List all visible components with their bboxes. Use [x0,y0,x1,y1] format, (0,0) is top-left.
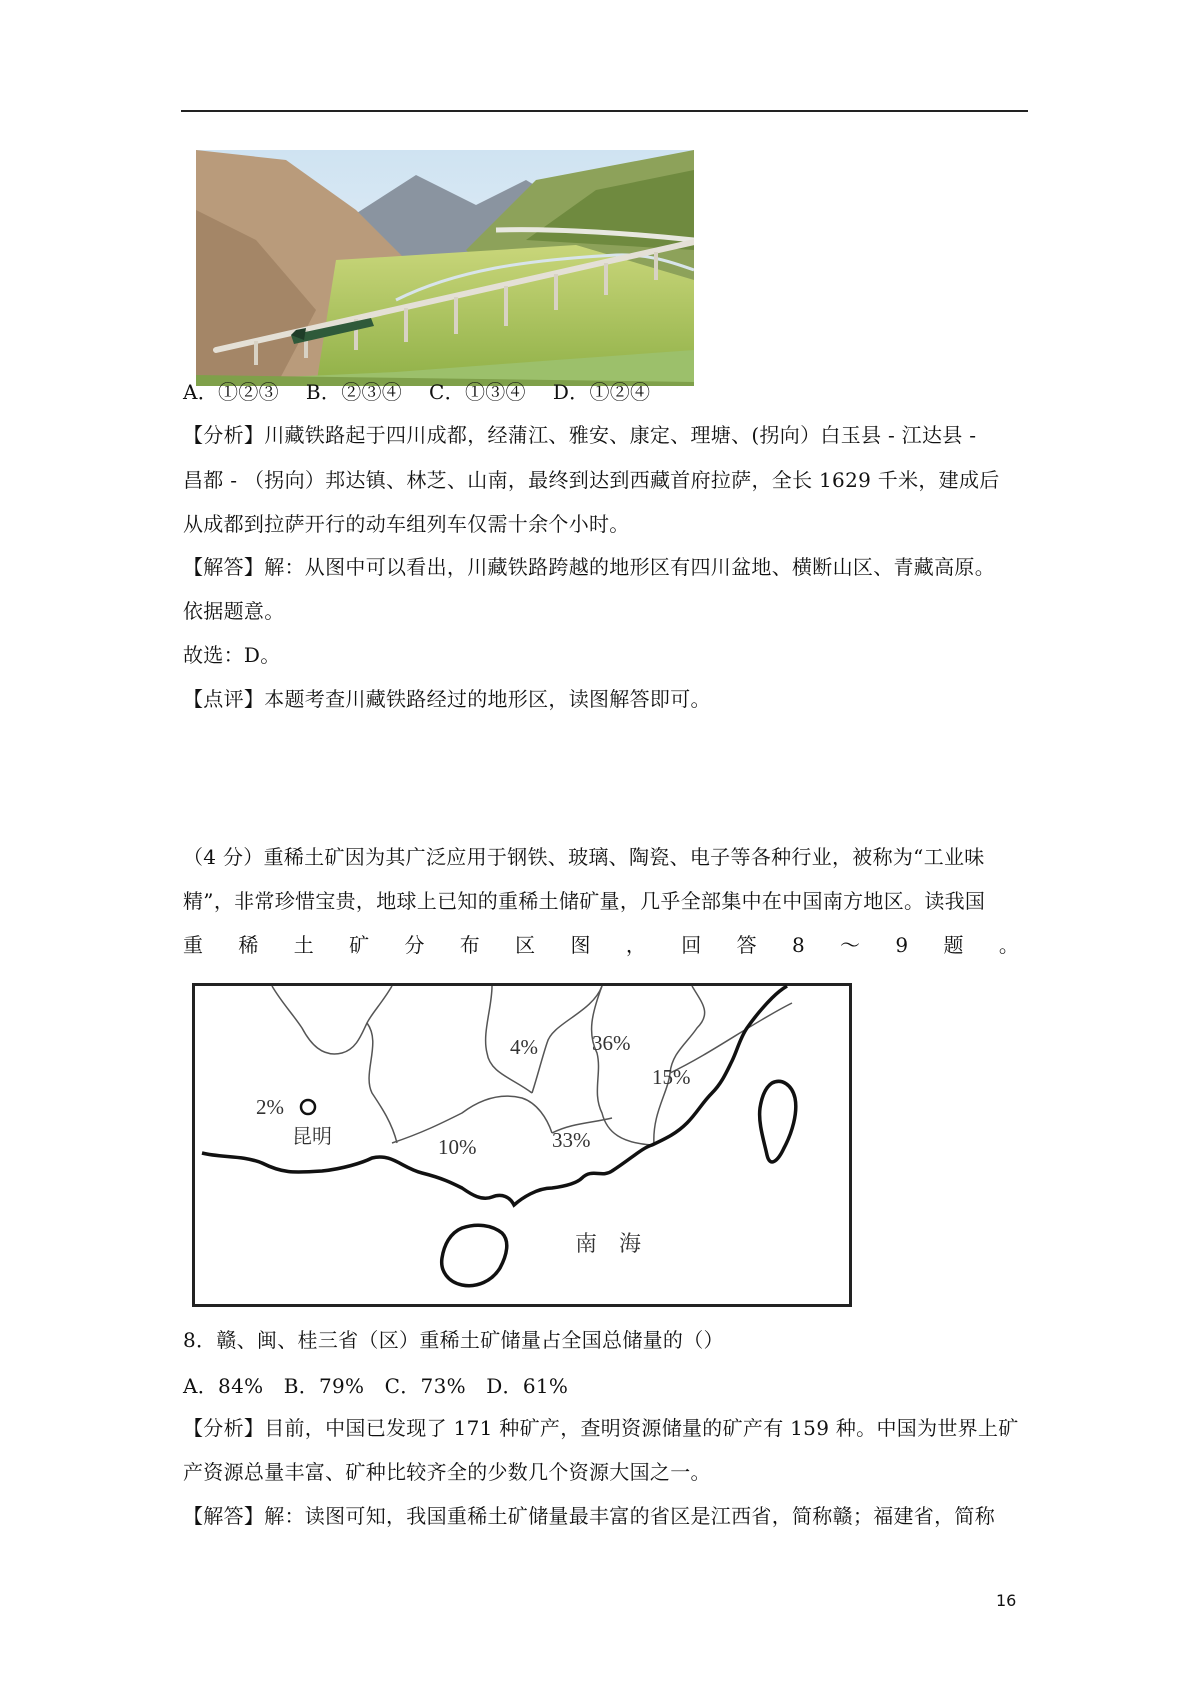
spread-char: 分 [404,933,425,957]
spread-char: 图 [570,933,591,957]
kunming-marker [301,1100,315,1114]
map-label-hunan: 4% [510,1035,538,1059]
q8-options: A．84% B．79% C．73% D．61% [183,1374,569,1398]
spread-char: 矿 [349,933,370,957]
header-rule [181,110,1028,112]
spread-char: ～ [840,933,861,957]
q7-analysis-line: 【分析】川藏铁路起于四川成都，经蒲江、雅安、康定、理塘、(拐向）白玉县 - 江达县 - [183,423,977,447]
q7-options: A．①②③ B．②③④ C．①③④ D．①②④ [183,380,651,404]
q8-question: 8．赣、闽、桂三省（区）重稀土矿储量占全国总储量的（） [183,1328,724,1352]
spread-char: 区 [515,933,536,957]
rare-earth-map [192,983,852,1307]
spread-char: 稀 [238,933,259,957]
spread-char: 重 [183,933,203,957]
q8-answer-line: 【解答】解：读图可知，我国重稀土矿储量最丰富的省区是江西省，简称赣；福建省，简称 [183,1504,995,1528]
spread-char: 8 [791,933,805,957]
intro-spread-line [183,931,1019,959]
map-label-sea: 南 海 [575,1231,642,1256]
map-label-kunming: 昆明 [292,1126,332,1148]
q7-analysis-line: 昌都 - （拐向）邦达镇、林芝、山南，最终到达到西藏首府拉萨，全长 1629 千米，建成后 [183,468,1000,492]
intro-line: 精”，非常珍惜宝贵，地球上已知的重稀土储矿量，几乎全部集中在中国南方地区。读我国 [183,889,986,913]
q7-analysis-line: 从成都到拉萨开行的动车组列车仅需十余个小时。 [183,512,630,536]
q7-answer-line: 【解答】解：从图中可以看出，川藏铁路跨越的地形区有四川盆地、横断山区、青藏高原。 [183,555,995,579]
intro-line: （4 分）重稀土矿因为其广泛应用于钢铁、玻璃、陶瓷、电子等各种行业，被称为“工业味 [183,845,985,869]
spread-char: 布 [459,933,480,957]
q8-analysis-line: 【分析】目前，中国已发现了 171 种矿产，查明资源储量的矿产有 159 种。中国为世界上矿 [183,1416,1019,1440]
spread-char: 。 [998,933,1019,957]
spread-char: ， [625,933,646,957]
q7-comment: 【点评】本题考查川藏铁路经过的地形区，读图解答即可。 [183,687,711,711]
map-label-jiangxi: 36% [592,1031,631,1055]
spread-char: 回 [681,933,702,957]
spread-char: 9 [895,933,909,957]
spread-char: 题 [943,933,964,957]
map-label-guangdong: 33% [552,1128,591,1152]
q7-choice: 故选：D。 [183,643,281,667]
page-number: 16 [996,1591,1017,1610]
spread-char: 答 [736,933,757,957]
q8-analysis-line: 产资源总量丰富、矿种比较齐全的少数几个资源大国之一。 [183,1460,711,1484]
map-label-yunnan: 2% [256,1095,284,1119]
map-label-guangxi: 10% [438,1135,477,1159]
q7-answer-line: 依据题意。 [183,599,285,623]
map-label-fujian: 15% [652,1065,691,1089]
railway-photo [196,150,694,386]
spread-char: 土 [293,933,314,957]
